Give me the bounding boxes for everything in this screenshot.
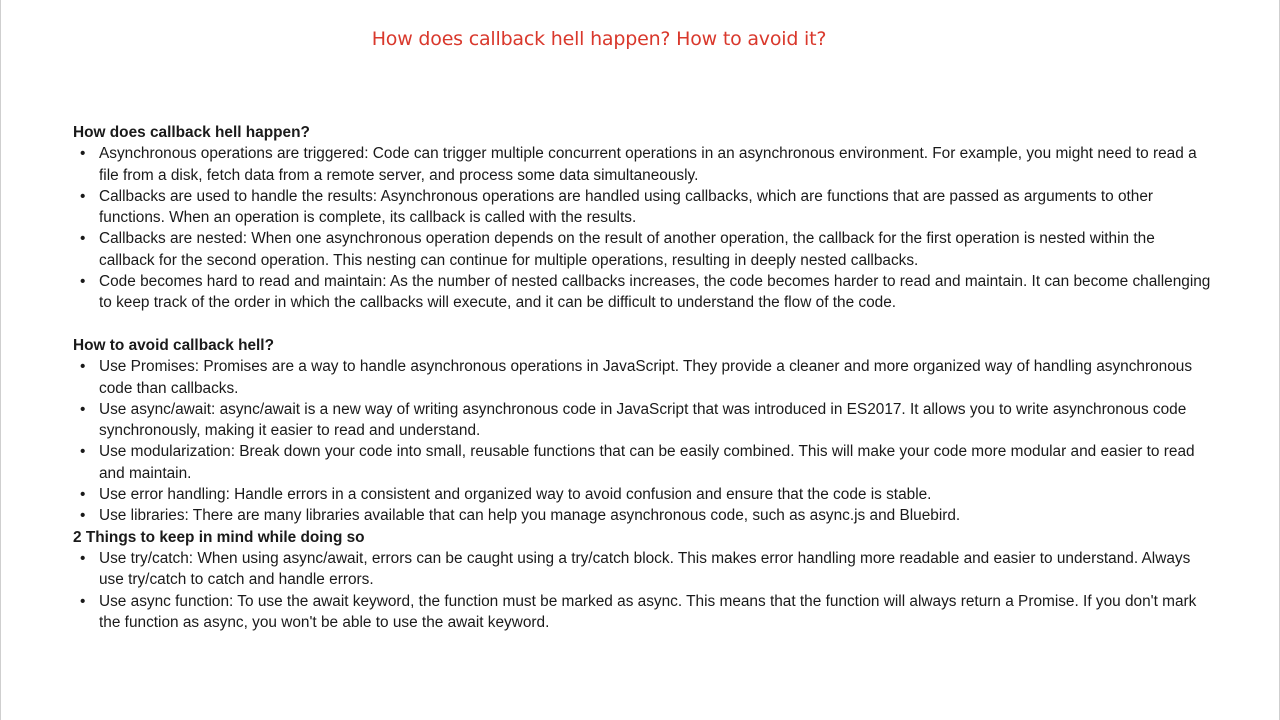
- list-how-it-happens: [73, 143, 1213, 313]
- page-title: How does callback hell happen? How to avoid it?: [371, 28, 827, 50]
- list-how-to-avoid: [73, 356, 1213, 526]
- content-body: [73, 122, 1213, 633]
- list-item: • Use try/catch: When using async/await, errors can be caught using a try/catch block. This makes error handling more readable and easier to understand. Always use try/catch to catch and handle errors.: [99, 548, 1213, 591]
- section-spacer: [73, 314, 1213, 335]
- list-item: • Use Promises: Promises are a way to handle asynchronous operations in JavaScript. They provide a cleaner and more organized way of handling asynchronous code than callbacks.: [99, 356, 1213, 399]
- list-item: • Asynchronous operations are triggered: Code can trigger multiple concurrent operations in an asynchronous environment. For example, you might need to read a file from a disk, fetch data from a remote server, and process some data simultaneously.: [99, 143, 1213, 186]
- list-item: • Use async function: To use the await keyword, the function must be marked as async. This means that the function will always return a Promise. If you don't mark the function as async, you won't be able to use the await keyword.: [99, 591, 1213, 634]
- section-heading-things-to-keep-in-mind: 2 Things to keep in mind while doing so: [73, 528, 365, 546]
- list-things-to-keep-in-mind: [73, 548, 1213, 633]
- list-item: • Use libraries: There are many libraries available that can help you manage asynchronous code, such as async.js and Bluebird.: [99, 505, 1213, 526]
- list-item: • Code becomes hard to read and maintain: As the number of nested callbacks increases, the code becomes harder to read and maintain. It can become challenging to keep track of the order in which the callbacks will execute, and it can be difficult to understand the flow of the code.: [99, 271, 1213, 314]
- list-item: • Use async/await: async/await is a new way of writing asynchronous code in JavaScript that was introduced in ES2017. It allows you to write asynchronous code synchronously, making it easier to read and understand.: [99, 399, 1213, 442]
- section-heading-how-it-happens: How does callback hell happen?: [73, 124, 310, 141]
- list-item: • Callbacks are nested: When one asynchronous operation depends on the result of another operation, the callback for the first operation is nested within the callback for the second operation. This nesting can continue for multiple operations, resulting in deeply nested callbacks.: [99, 228, 1213, 271]
- list-item: • Use error handling: Handle errors in a consistent and organized way to avoid confusion and ensure that the code is stable.: [99, 484, 1213, 505]
- list-item: • Callbacks are used to handle the results: Asynchronous operations are handled using callbacks, which are functions that are passed as arguments to other functions. When an operation is complete, its callback is called with the results.: [99, 186, 1213, 229]
- list-item: • Use modularization: Break down your code into small, reusable functions that can be easily combined. This will make your code more modular and easier to read and maintain.: [99, 441, 1213, 484]
- section-heading-how-to-avoid: How to avoid callback hell?: [73, 336, 274, 354]
